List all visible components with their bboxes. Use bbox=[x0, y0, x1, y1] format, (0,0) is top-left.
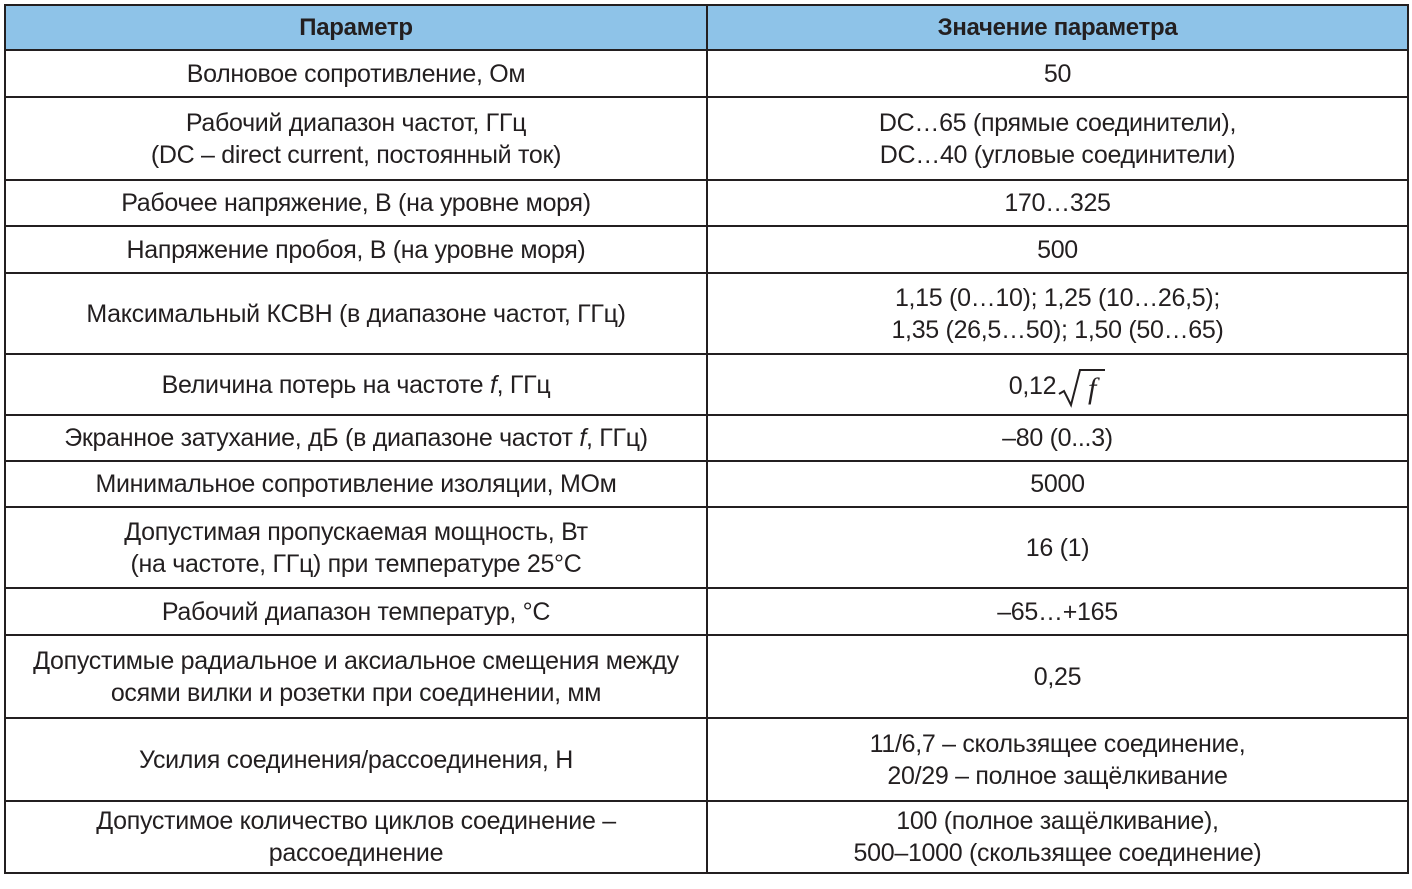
value-cell bbox=[707, 461, 1408, 507]
value-cell bbox=[707, 50, 1408, 97]
table-row bbox=[5, 415, 1408, 461]
value-text: 16 (1) bbox=[1025, 533, 1090, 562]
value-text: 1,15 (0…10); 1,25 (10…26,5); bbox=[894, 283, 1221, 312]
table-header-row bbox=[5, 5, 1408, 50]
param-cell bbox=[5, 354, 707, 415]
table-row bbox=[5, 588, 1408, 635]
header-value: Значение параметра bbox=[707, 5, 1408, 50]
radical-sign-icon bbox=[1058, 368, 1106, 408]
value-cell bbox=[707, 718, 1408, 801]
param-text: Максимальный КСВН (в диапазоне частот, ГГц) bbox=[86, 299, 626, 328]
value-cell bbox=[707, 801, 1408, 873]
param-text: Допустимое количество циклов соединение – bbox=[96, 807, 616, 835]
param-cell bbox=[5, 97, 707, 180]
table-row bbox=[5, 273, 1408, 354]
header-parameter: Параметр bbox=[5, 5, 707, 50]
param-text: (DC – direct current, постоянный ток) bbox=[150, 140, 562, 169]
param-variable: f bbox=[489, 370, 497, 399]
value-text: 1,35 (26,5…50); 1,50 (50…65) bbox=[891, 315, 1224, 344]
param-text: Экранное затухание, дБ (в диапазоне частот bbox=[64, 424, 580, 452]
value-text: 500 bbox=[1037, 235, 1078, 264]
param-text: Допустимые радиальное и аксиальное смещения между bbox=[33, 646, 679, 675]
param-cell bbox=[5, 273, 707, 354]
param-text: (на частоте, ГГц) при температуре 25°С bbox=[130, 549, 582, 578]
param-text: Допустимая пропускаемая мощность, Вт bbox=[124, 517, 588, 546]
param-cell bbox=[5, 415, 707, 461]
param-cell bbox=[5, 635, 707, 718]
table-row bbox=[5, 461, 1408, 507]
table-row bbox=[5, 801, 1408, 873]
spec-table-container bbox=[4, 4, 1407, 874]
formula-coefficient: 0,12 bbox=[1008, 372, 1057, 401]
table-row bbox=[5, 718, 1408, 801]
radicand: f bbox=[1088, 371, 1097, 405]
value-text: 0,25 bbox=[1033, 662, 1082, 691]
value-text: DC…40 (угловые соединители) bbox=[879, 140, 1236, 169]
table-row bbox=[5, 226, 1408, 273]
value-cell bbox=[707, 180, 1408, 226]
value-cell bbox=[707, 226, 1408, 273]
param-cell bbox=[5, 801, 707, 873]
param-cell bbox=[5, 507, 707, 588]
value-cell bbox=[707, 507, 1408, 588]
spec-table bbox=[4, 4, 1409, 874]
param-cell bbox=[5, 461, 707, 507]
param-cell bbox=[5, 588, 707, 635]
value-cell bbox=[707, 97, 1408, 180]
param-text: рассоединение bbox=[268, 839, 444, 867]
value-text: –80 (0...3) bbox=[1002, 424, 1113, 452]
value-text: 500–1000 (скользящее соединение) bbox=[853, 839, 1262, 867]
value-text: –65…+165 bbox=[997, 597, 1118, 626]
square-root-symbol bbox=[1058, 368, 1106, 408]
table-row bbox=[5, 50, 1408, 97]
param-text: Рабочий диапазон частот, ГГц bbox=[185, 108, 527, 137]
table-row bbox=[5, 354, 1408, 415]
value-text: 5000 bbox=[1030, 470, 1085, 498]
value-cell bbox=[707, 588, 1408, 635]
formula bbox=[1008, 371, 1106, 405]
param-text: Напряжение пробоя, В (на уровне моря) bbox=[126, 235, 586, 264]
value-cell bbox=[707, 635, 1408, 718]
value-text: 11/6,7 – скользящее соединение, bbox=[869, 729, 1246, 758]
value-text: 20/29 – полное защёлкивание bbox=[887, 761, 1228, 790]
value-cell bbox=[707, 354, 1408, 415]
table-row bbox=[5, 180, 1408, 226]
param-text: Рабочий диапазон температур, °С bbox=[161, 597, 551, 626]
value-text: 170…325 bbox=[1004, 189, 1111, 217]
param-text: Рабочее напряжение, В (на уровне моря) bbox=[121, 189, 591, 217]
param-cell bbox=[5, 718, 707, 801]
param-cell bbox=[5, 50, 707, 97]
table-row bbox=[5, 97, 1408, 180]
param-text: , ГГц bbox=[496, 370, 551, 399]
value-text: 100 (полное защёлкивание), bbox=[896, 807, 1219, 835]
value-cell bbox=[707, 273, 1408, 354]
param-cell bbox=[5, 180, 707, 226]
param-text: Усилия соединения/рассоединения, Н bbox=[139, 745, 573, 774]
param-text: Волновое сопротивление, Ом bbox=[186, 59, 526, 88]
value-text: DC…65 (прямые соединители), bbox=[878, 108, 1237, 137]
param-cell bbox=[5, 226, 707, 273]
param-text: , ГГц) bbox=[585, 424, 648, 452]
param-variable: f bbox=[579, 424, 586, 452]
param-text: осями вилки и розетки при соединении, мм bbox=[110, 678, 602, 707]
value-text: 50 bbox=[1043, 59, 1072, 88]
table-row bbox=[5, 507, 1408, 588]
table-row bbox=[5, 635, 1408, 718]
value-cell bbox=[707, 415, 1408, 461]
param-text: Величина потерь на частоте bbox=[161, 370, 490, 399]
param-text: Минимальное сопротивление изоляции, МОм bbox=[95, 470, 617, 498]
